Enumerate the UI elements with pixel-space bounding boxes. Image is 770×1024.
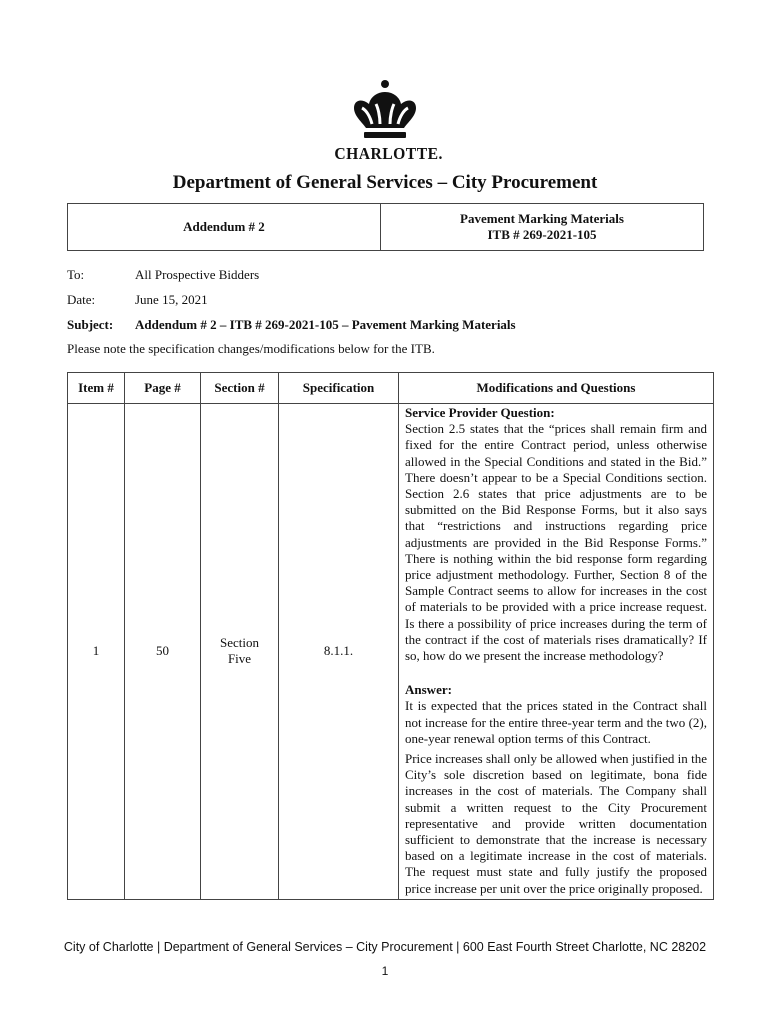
answer-heading: Answer: [405,682,452,698]
spec-table [67,372,714,900]
to-label: To: [67,267,85,282]
subject-value: Addendum # 2 – ITB # 269-2021-105 – Pavement Marking Materials [135,317,516,332]
table-row [68,404,714,900]
addendum-number: Addendum # 2 [68,204,381,250]
cell-specification: 8.1.1. [279,404,399,900]
answer-paragraph-2: Price increases shall only be allowed when justified in the City’s sole discretion based on legitimate, bona fide increases in the cost of materials. The Company shall submit a written request to the City Procurement representative and provide written documentation sufficient to demonstrate that the increase is necessary based on a legitimate increase in the cost of materials. The request must state and fully justify the proposed price increase per unit over the price originally proposed. [405,751,707,896]
subject-line [67,317,516,333]
date-label: Date: [67,292,96,307]
to-line [67,267,259,283]
crown-icon [350,78,420,146]
date-line [67,292,208,308]
itb-title: Pavement Marking Materials [460,211,624,226]
header-item: Item # [68,373,125,404]
page-number: 1 [381,964,389,978]
section-line-2: Five [227,651,252,667]
to-value: All Prospective Bidders [135,267,260,282]
table-header-row [68,373,714,404]
itb-number: ITB # 269-2021-105 [487,227,597,242]
question-text: Section 2.5 states that the “prices shall remain firm and fixed for the entire Contract period, unless otherwise allowed in the Special Conditions and stated in the Bid.” There doesn’t appear to be a Special Conditions section. Section 2.6 states that price adjustments are to be submitted on the Bid Response Forms, but it also says that “restrictions and instructions regarding price adjustments are provided in the Bid Response Forms.” There is nothing within the bid response form regarding price adjustment methodology. Further, Section 8 of the Sample Contract seems to allow for increases in the cost of materials to be provided with a price increase request. Is there a possibility of price increases during the term of the contract if the cost of materials rises dramatically? If so, how do we present the increase methodology? [405,421,707,664]
question-heading: Service Provider Question: [405,405,555,420]
date-value: June 15, 2021 [135,292,208,307]
cell-modifications [399,404,714,900]
cell-item: 1 [68,404,125,900]
charlotte-logo [330,78,443,168]
intro-note: Please note the specification changes/modifications below for the ITB. [67,341,435,356]
header-modifications: Modifications and Questions [399,373,714,404]
header-specification: Specification [279,373,399,404]
answer-paragraph-1: It is expected that the prices stated in the Contract shall not increase for the entire three-year term and the two (2), one-year renewal option terms of this Contract. [405,698,707,746]
addendum-box [67,203,704,251]
cell-section [201,404,279,900]
page-title: Department of General Services – City Procurement [172,172,598,193]
subject-label: Subject: [67,317,114,332]
cell-page: 50 [125,404,201,900]
header-page: Page # [125,373,201,404]
page-footer: City of Charlotte | Department of General Services – City Procurement | 600 East Fourth Street Charlotte, NC 28202 [63,940,707,954]
section-line-1: Section [220,635,259,651]
itb-info [381,204,703,250]
header-section: Section # [201,373,279,404]
logo-wordmark: CHARLOTTE. [334,144,443,163]
